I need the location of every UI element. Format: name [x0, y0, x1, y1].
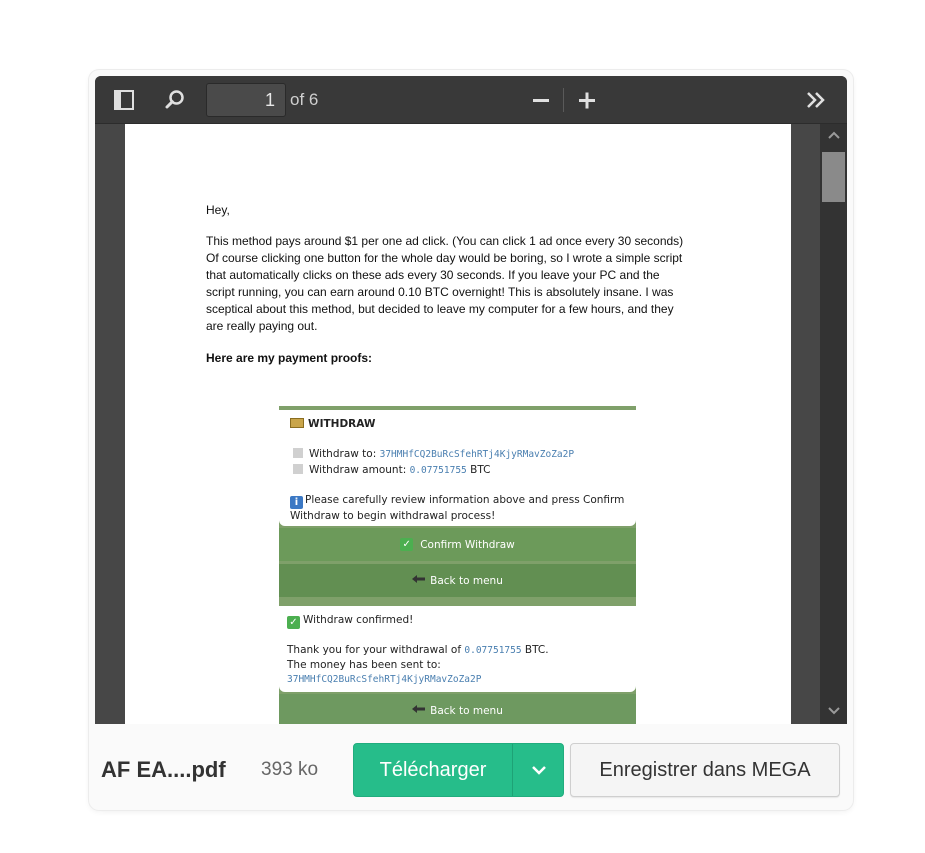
back-to-menu-label: Back to menu — [430, 704, 503, 717]
withdraw-amount-label: Withdraw amount: — [309, 464, 407, 476]
pdf-toolbar — [95, 76, 847, 124]
withdraw-to-label: Withdraw to: — [309, 448, 377, 460]
checkbox-icon — [293, 448, 303, 458]
info-icon: i — [290, 496, 303, 509]
file-size: 393 ko — [261, 759, 319, 780]
file-name: AF EA....pdf — [101, 757, 226, 782]
toolbar-separator — [563, 88, 564, 112]
back-arrow-icon — [412, 705, 426, 716]
checkmark-icon: ✓ — [400, 538, 413, 551]
wallet-icon — [290, 418, 304, 428]
download-button[interactable]: Télécharger — [379, 758, 487, 781]
page-total: of 6 — [290, 90, 319, 109]
page-number-input[interactable]: 1 — [206, 83, 286, 117]
download-button-group — [353, 743, 564, 797]
save-to-mega-button[interactable]: Enregistrer dans MEGA — [570, 743, 840, 797]
confirmed-address: 37HMHfCQ2BuRcSfehRTj4KjyRMavZoZa2P — [287, 674, 482, 685]
pdf-page — [125, 124, 791, 724]
thanks-suffix: BTC. — [524, 644, 549, 656]
back-to-menu-label: Back to menu — [430, 574, 503, 587]
chevron-down-icon — [531, 765, 547, 775]
vertical-scrollbar[interactable] — [820, 124, 847, 724]
body-paragraph — [206, 233, 706, 335]
scroll-up-icon[interactable] — [820, 124, 847, 146]
withdraw-confirmed-panel — [279, 606, 636, 692]
paragraph-line: This method pays around $1 per one ad click. (You can click 1 ad once every 30 seconds) — [206, 234, 684, 248]
paragraph-line: are really paying out. — [206, 319, 318, 333]
paragraph-line: Of course clicking one button for the whole day would be boring, so I wrote a simple script — [206, 251, 683, 265]
payment-proof-screenshot — [279, 406, 636, 724]
confirm-withdraw-button — [279, 528, 636, 561]
notice-line: Withdraw to begin withdrawal process! — [290, 510, 496, 522]
proofs-heading: Here are my payment proofs: — [206, 351, 373, 365]
thanks-text: Thank you for your withdrawal of — [287, 644, 462, 656]
paragraph-line: sceptical about this method, but decided to leave my computer for a few hours, and they — [206, 302, 674, 316]
search-icon[interactable] — [160, 86, 190, 114]
back-to-menu-button — [279, 564, 636, 597]
withdraw-amount: 0.07751755 — [409, 465, 467, 476]
double-chevron-right-icon[interactable] — [801, 86, 831, 114]
paragraph-line: script running, you can earn around 0.10 BTC overnight! This is absolutely insane. I was — [206, 285, 674, 299]
file-footer — [89, 724, 853, 810]
withdraw-panel — [279, 410, 636, 526]
scroll-down-icon[interactable] — [820, 700, 847, 722]
pdf-viewer — [95, 76, 847, 724]
checkbox-icon — [293, 464, 303, 474]
greeting-text: Hey, — [206, 203, 230, 217]
withdraw-address: 37HMHfCQ2BuRcSfehRTj4KjyRMavZoZa2P — [379, 449, 575, 460]
checkmark-icon: ✓ — [287, 616, 300, 629]
currency-label: BTC — [470, 464, 491, 476]
confirmed-text: Withdraw confirmed! — [303, 614, 414, 626]
paragraph-line: that automatically clicks on these ads every 30 seconds. If you leave your PC and the — [206, 268, 660, 282]
confirmed-amount: 0.07751755 — [464, 645, 522, 656]
back-to-menu-button — [279, 694, 636, 724]
back-arrow-icon — [412, 575, 426, 586]
minus-icon[interactable] — [526, 86, 556, 114]
withdraw-title: WITHDRAW — [308, 418, 376, 430]
sidebar-toggle-icon[interactable] — [109, 86, 139, 114]
confirm-withdraw-label: Confirm Withdraw — [420, 538, 515, 551]
sent-to-text: The money has been sent to: — [287, 659, 441, 671]
plus-icon[interactable] — [572, 86, 602, 114]
download-options-button[interactable] — [513, 744, 564, 796]
scrollbar-thumb[interactable] — [822, 152, 845, 202]
pdf-canvas[interactable] — [95, 124, 847, 724]
notice-line: Please carefully review information above and press Confirm — [305, 494, 625, 506]
